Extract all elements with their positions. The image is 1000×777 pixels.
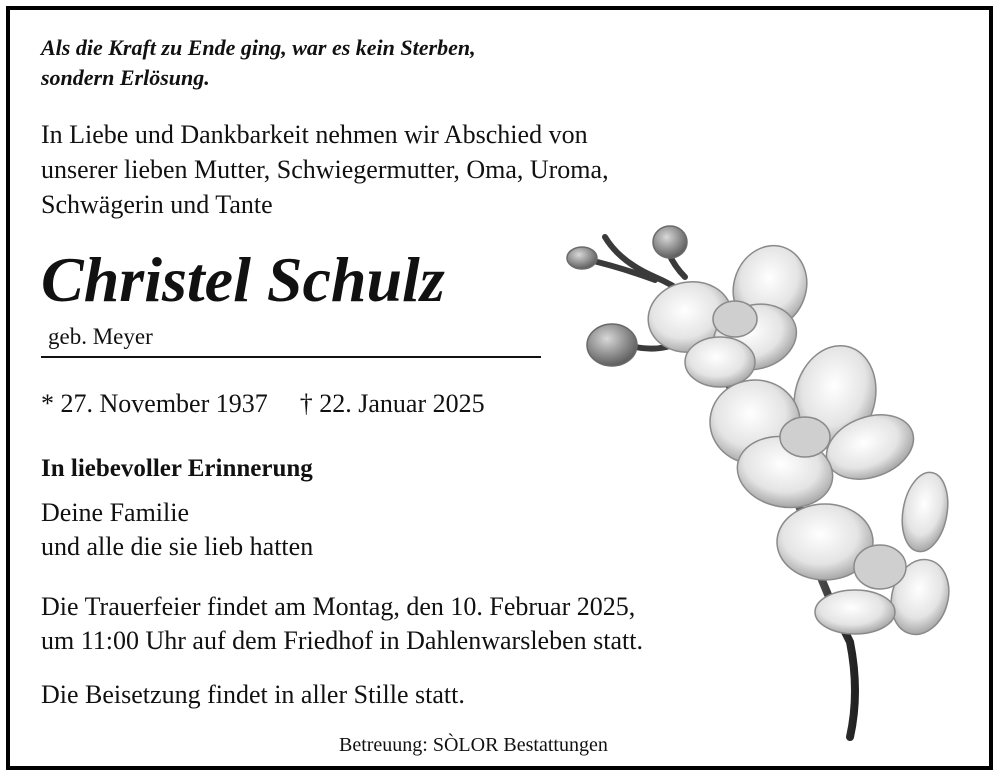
quote-line: Als die Kraft zu Ende ging, war es kein Sterben, <box>41 35 476 60</box>
undertaker-credit: Betreuung: SÒLOR Bestattungen <box>339 734 608 756</box>
service-line: Die Trauerfeier findet am Montag, den 10. Februar 2025, <box>41 592 636 621</box>
service-info <box>41 590 643 658</box>
quote-line: sondern Erlösung. <box>41 65 210 90</box>
life-dates <box>41 389 485 419</box>
intro-line: Schwägerin und Tante <box>41 190 273 219</box>
intro-line: unserer lieben Mutter, Schwiegermutter, Oma, Uroma, <box>41 155 609 184</box>
orchid-icon <box>560 222 960 747</box>
intro-text <box>41 117 609 222</box>
family-line: Deine Familie <box>41 498 190 527</box>
family-signature <box>41 496 313 564</box>
birth-date: * 27. November 1937 <box>41 389 268 418</box>
birth-name: geb. Meyer <box>48 324 153 349</box>
quote <box>41 33 476 93</box>
family-line: und alle die sie lieb hatten <box>41 532 314 561</box>
intro-line: In Liebe und Dankbarkeit nehmen wir Abschied von <box>41 120 588 149</box>
service-line: um 11:00 Uhr auf dem Friedhof in Dahlenwarsleben statt. <box>41 626 643 655</box>
divider <box>41 356 541 358</box>
memory-heading: In liebevoller Erinnerung <box>41 455 313 482</box>
deceased-name: Christel Schulz <box>41 244 445 315</box>
death-date: † 22. Januar 2025 <box>299 389 485 418</box>
burial-info: Die Beisetzung findet in aller Stille statt. <box>41 680 465 709</box>
